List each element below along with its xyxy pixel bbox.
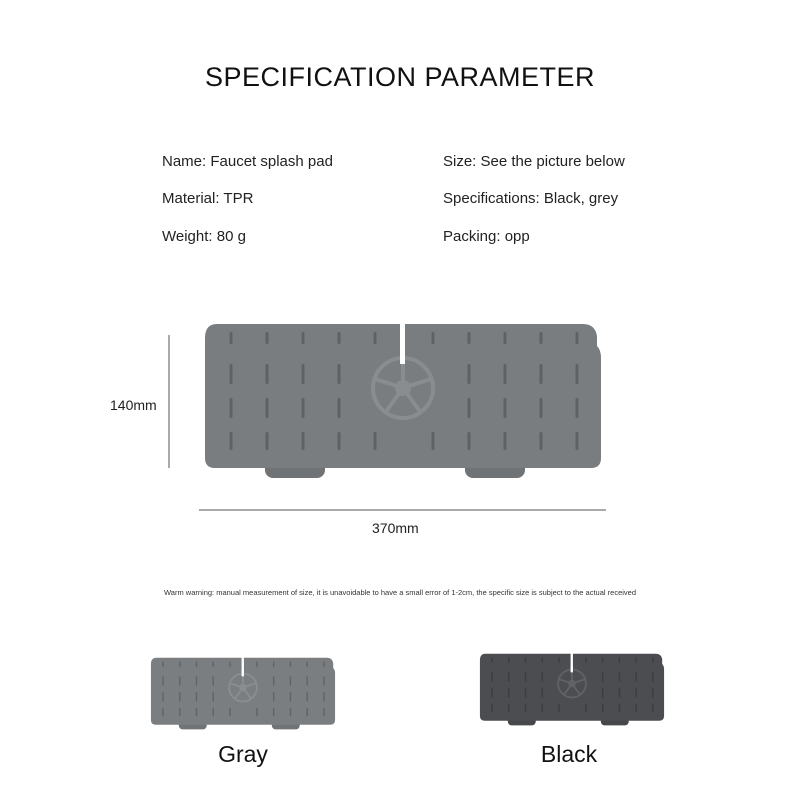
splash-pad-image bbox=[203, 322, 603, 482]
spec-size: Size: See the picture below bbox=[443, 153, 625, 170]
warning-text: Warm warning: manual measurement of size, it is unavoidable to have a small error of 1-2cm, the specific size is subject to the actual received bbox=[163, 588, 637, 597]
page-title: SPECIFICATION PARAMETER bbox=[204, 62, 596, 92]
spec-weight: Weight: 80 g bbox=[162, 228, 246, 245]
black-variant-label: Black bbox=[540, 741, 598, 767]
spec-packing: Packing: opp bbox=[443, 228, 530, 245]
spec-material: Material: TPR bbox=[162, 190, 254, 207]
width-label: 370mm bbox=[372, 520, 419, 536]
spec-specifications: Specifications: Black, grey bbox=[443, 190, 619, 207]
spec-name: Name: Faucet splash pad bbox=[162, 153, 333, 170]
gray-variant-label: Gray bbox=[218, 741, 268, 767]
gray-pad-image bbox=[150, 656, 336, 732]
black-pad-image bbox=[479, 652, 665, 728]
height-label: 140mm bbox=[110, 397, 157, 413]
